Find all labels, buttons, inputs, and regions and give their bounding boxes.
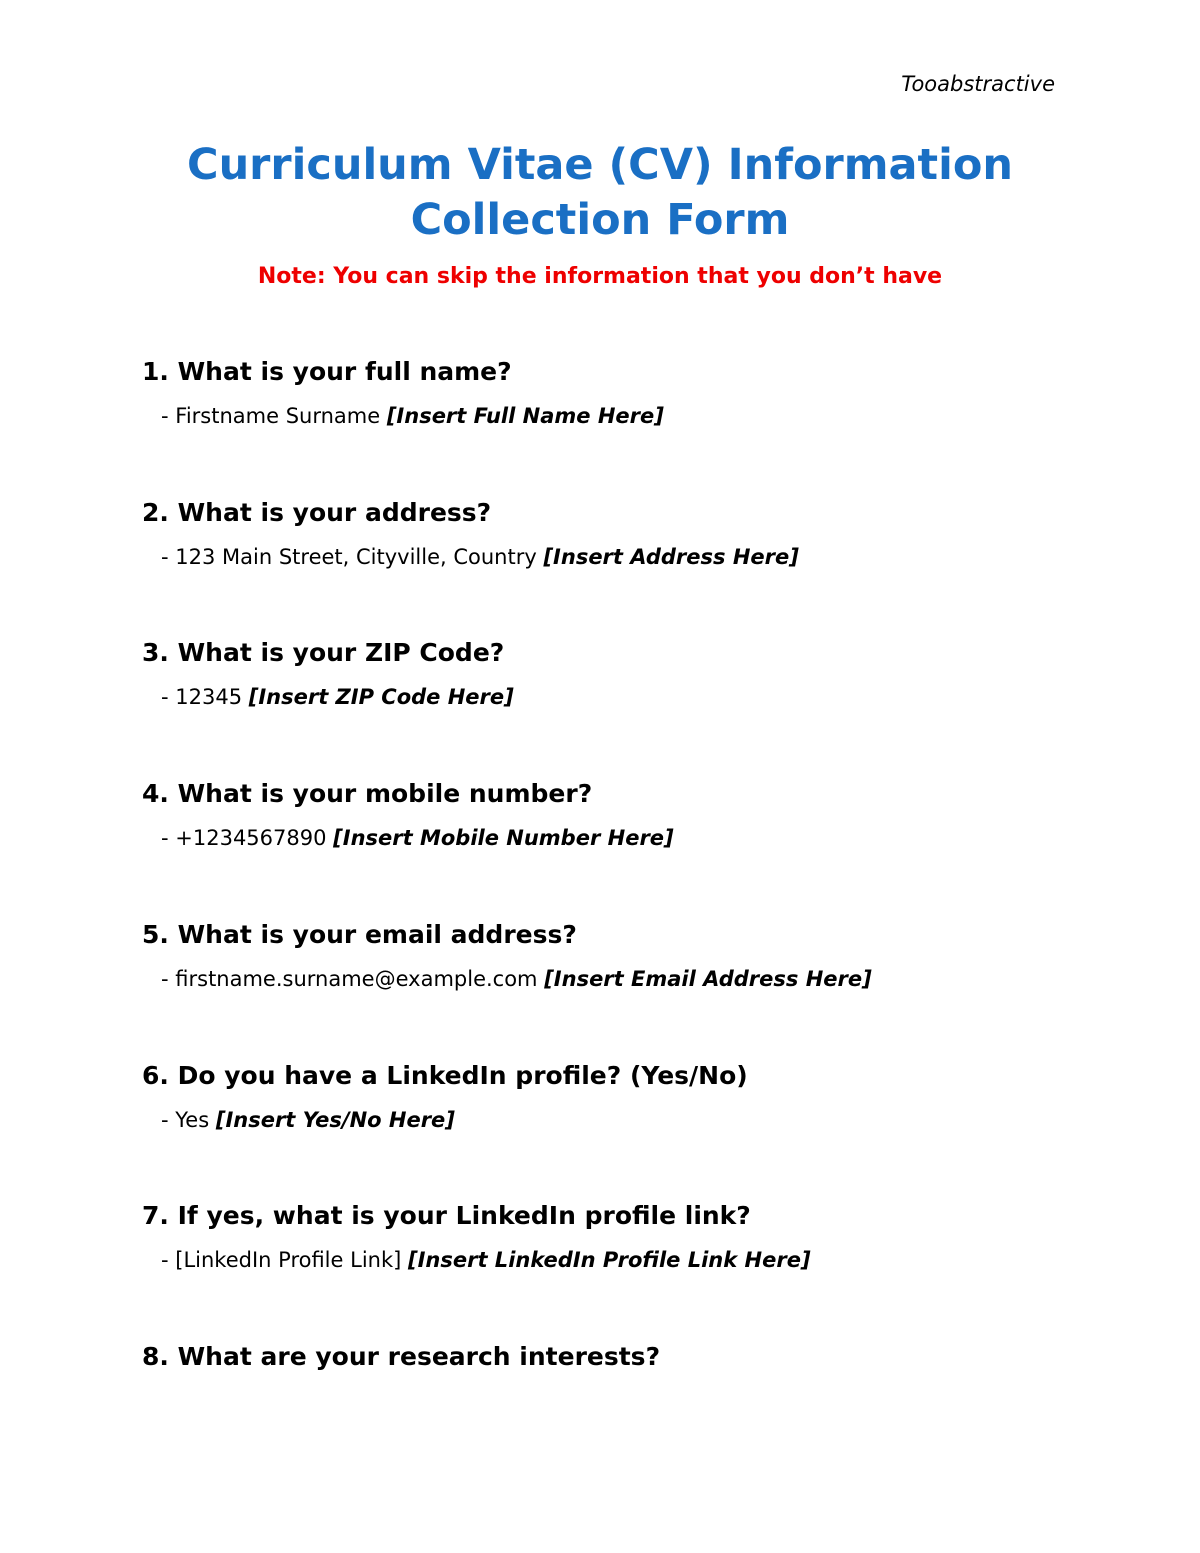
question-5: 5. What is your email address? (142, 920, 577, 949)
answer-3-placeholder: [Insert ZIP Code Here] (248, 685, 514, 709)
question-block-7 (142, 1200, 1082, 1274)
answer-6-prefix: - (161, 1108, 176, 1132)
answer-2-placeholder: [Insert Address Here] (543, 545, 799, 569)
question-4: 4. What is your mobile number? (142, 779, 593, 808)
skip-note: Note: You can skip the information that you don’t have (257, 264, 943, 289)
question-8: 8. What are your research interests? (142, 1342, 661, 1371)
page-title (0, 138, 1200, 248)
answer-1-example: Firstname Surname (175, 404, 387, 428)
answer-4-placeholder: [Insert Mobile Number Here] (333, 826, 674, 850)
answer-7-placeholder: [Insert LinkedIn Profile Link Here] (408, 1248, 811, 1272)
question-1: 1. What is your full name? (142, 357, 512, 386)
question-block-2 (142, 497, 1082, 571)
question-6: 6. Do you have a LinkedIn profile? (Yes/No) (142, 1061, 748, 1090)
answer-5 (142, 965, 1082, 993)
answer-1 (142, 402, 1082, 430)
answer-3-prefix: - (161, 685, 176, 709)
answer-2-example: 123 Main Street, Cityville, Country (175, 545, 544, 569)
question-3: 3. What is your ZIP Code? (142, 638, 505, 667)
answer-7-prefix: - (161, 1248, 176, 1272)
question-block-8 (142, 1341, 1082, 1373)
page-title-line-1: Curriculum Vitae (CV) Information (187, 140, 1013, 190)
question-block-3 (142, 637, 1082, 711)
answer-4 (142, 824, 1082, 852)
header-author: Tooabstractive (901, 72, 1055, 96)
question-7: 7. If yes, what is your LinkedIn profile link? (142, 1201, 751, 1230)
answer-4-example: +1234567890 (175, 826, 334, 850)
question-block-5 (142, 919, 1082, 993)
answer-6-example: Yes (175, 1108, 216, 1132)
answer-7 (142, 1246, 1082, 1274)
answer-4-prefix: - (161, 826, 176, 850)
answer-2-prefix: - (161, 545, 176, 569)
answer-1-prefix: - (161, 404, 176, 428)
question-2: 2. What is your address? (142, 498, 492, 527)
answer-3 (142, 683, 1082, 711)
answer-3-example: 12345 (175, 685, 249, 709)
answer-7-example: [LinkedIn Profile Link] (175, 1248, 408, 1272)
answer-6 (142, 1106, 1082, 1134)
answer-5-prefix: - (161, 967, 176, 991)
page-title-line-2: Collection Form (410, 195, 790, 245)
answer-1-placeholder: [Insert Full Name Here] (386, 404, 664, 428)
question-block-6 (142, 1060, 1082, 1134)
question-block-4 (142, 778, 1082, 852)
answer-6-placeholder: [Insert Yes/No Here] (215, 1108, 455, 1132)
answer-2 (142, 543, 1082, 571)
answer-5-example: firstname.surname@example.com (175, 967, 545, 991)
answer-5-placeholder: [Insert Email Address Here] (544, 967, 872, 991)
question-block-1 (142, 356, 1082, 430)
